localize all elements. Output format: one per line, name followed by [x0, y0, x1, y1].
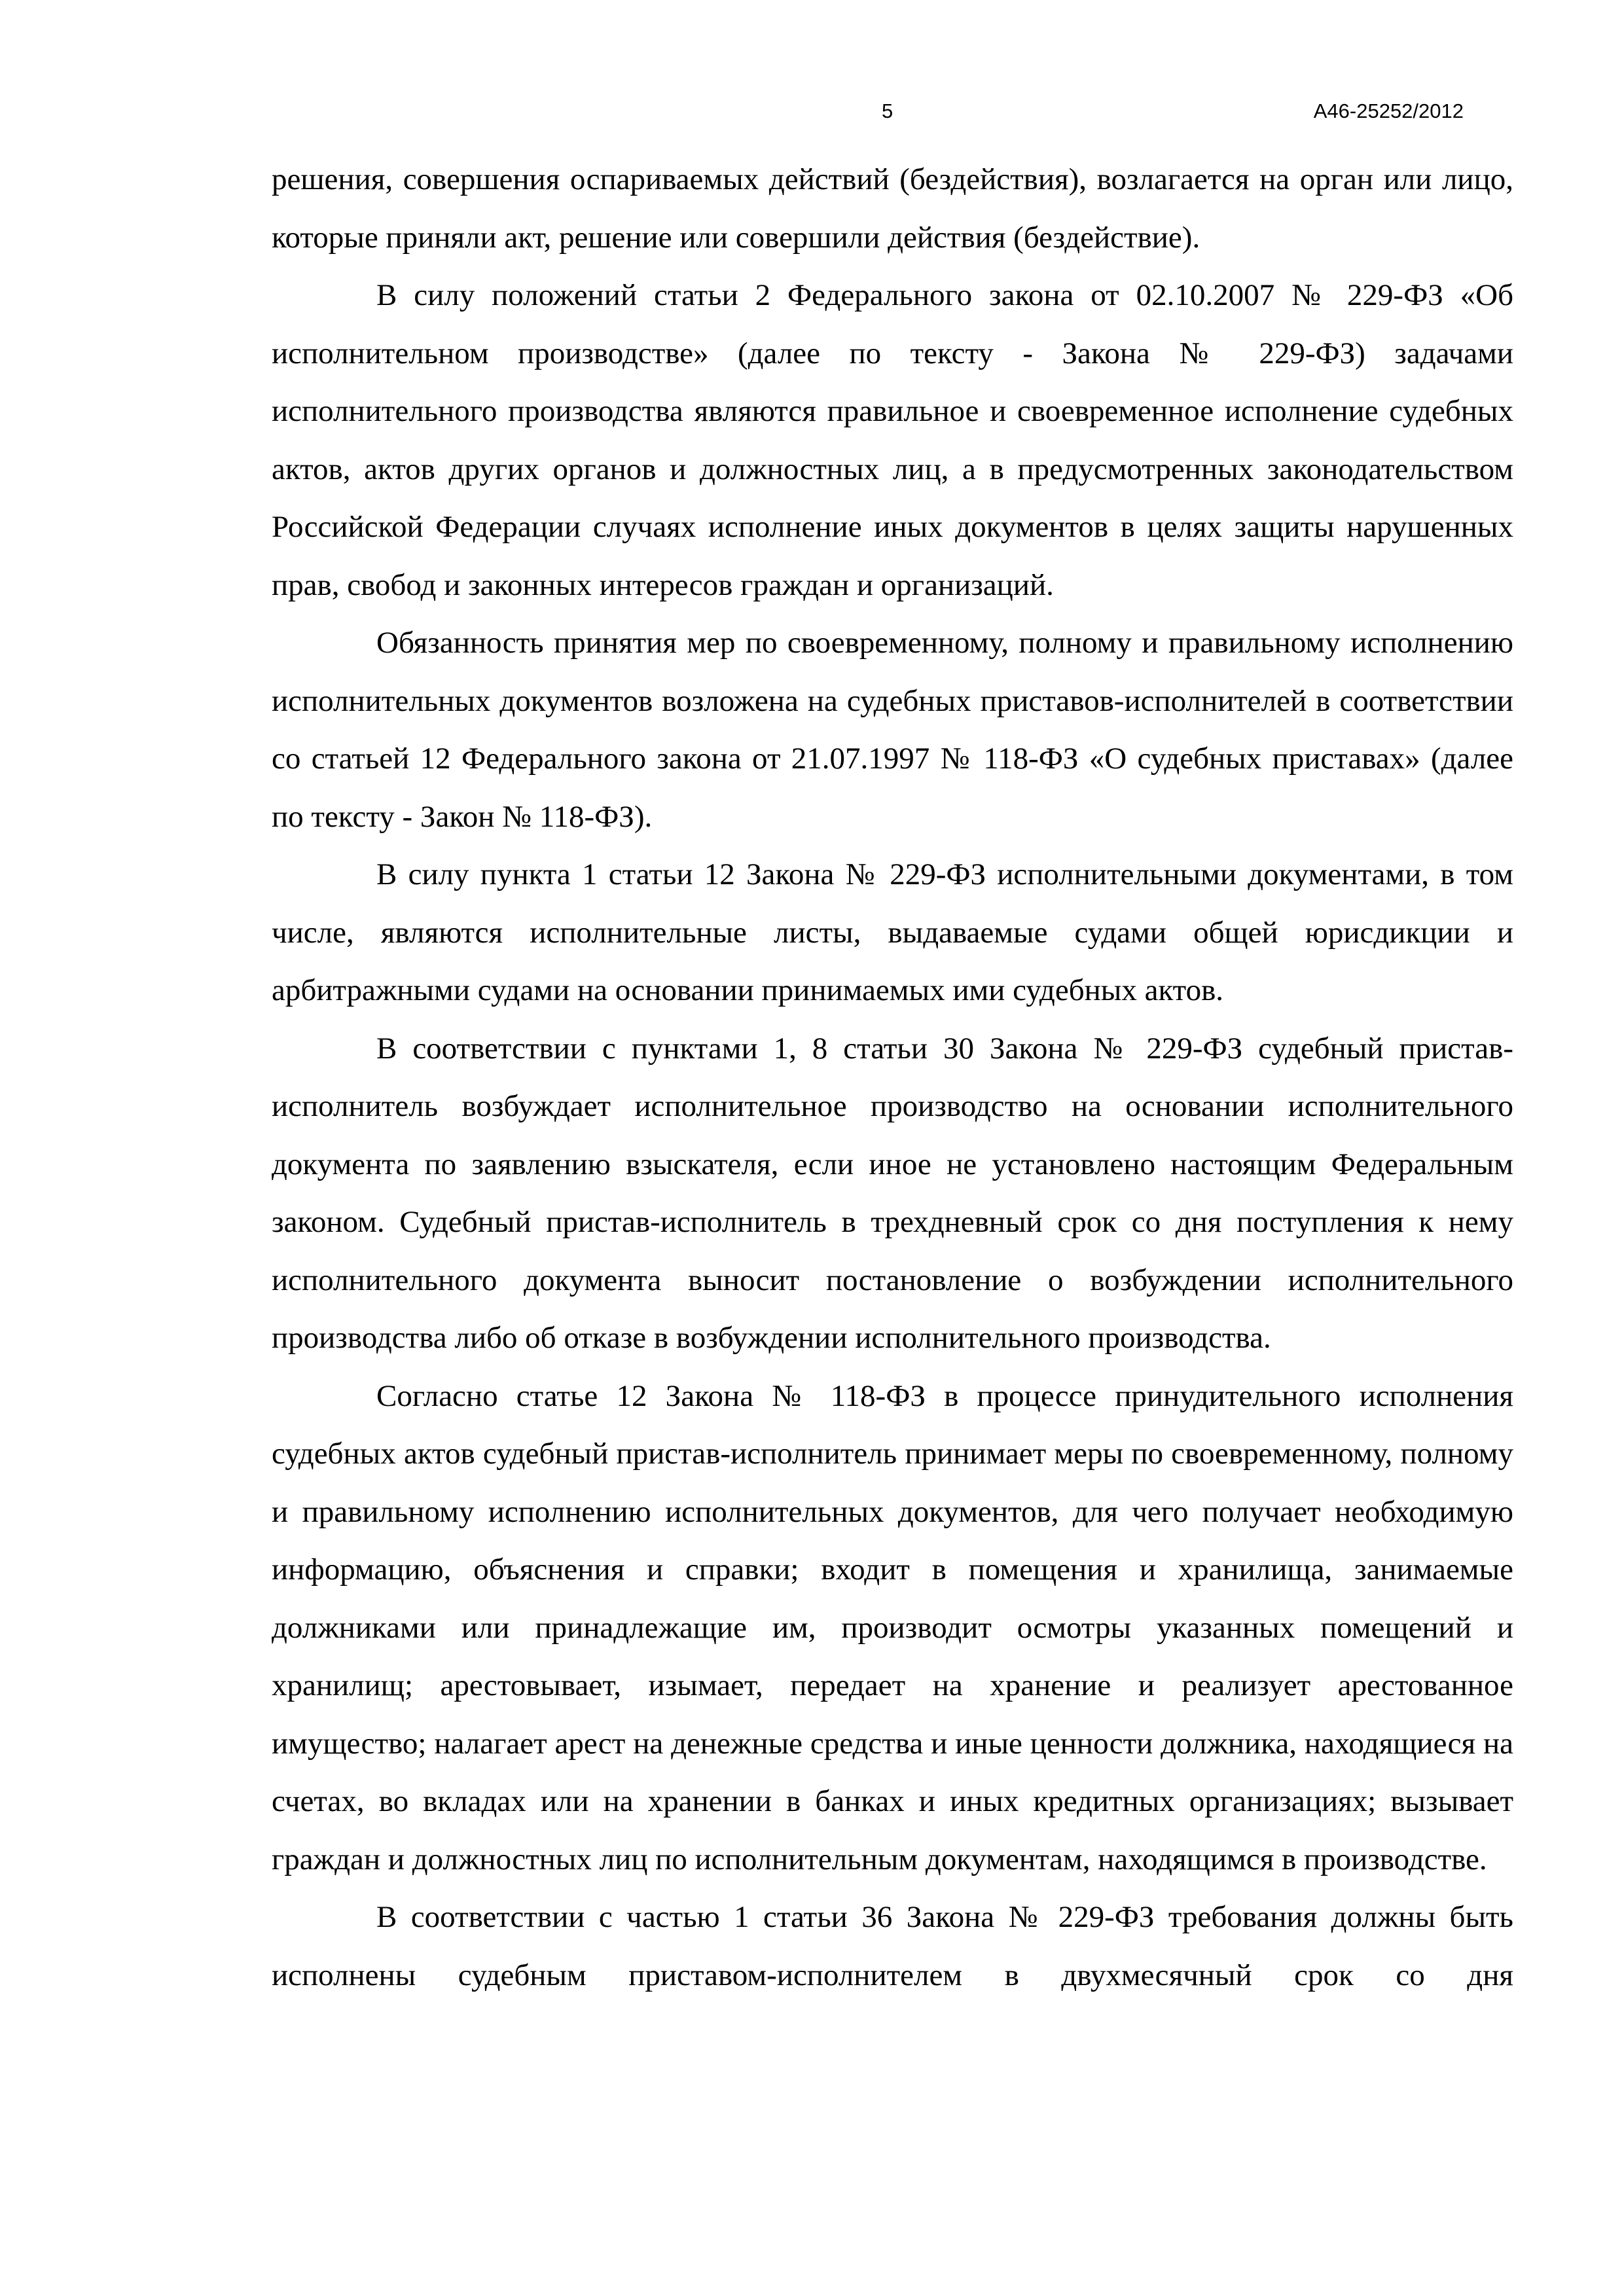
case-number: А46-25252/2012 [1313, 99, 1464, 122]
paragraph: В силу пункта 1 статьи 12 Закона № 229-ФЗ исполнительными документами, в том числе, являются исполнительные листы, выдаваемые судами общей юрисдикции и арбитражными судами на основании принимаемых ими судебных актов. [272, 857, 1513, 1007]
document-body [272, 151, 1513, 2004]
paragraph: В соответствии с пунктами 1, 8 статьи 30 Закона № 229-ФЗ судебный пристав-исполнитель возбуждает исполнительное производство на основании исполнительного документа по заявлению взыскателя, если иное не установлено настоящим Федеральным законом. Судебный пристав-исполнитель в трехдневный срок со дня поступления к нему исполнительного документа выносит постановление о возбуждении исполнительного производства либо об отказе в возбуждении исполнительного производства. [272, 1031, 1513, 1355]
page-header [0, 97, 1624, 126]
paragraph: Согласно статье 12 Закона № 118-ФЗ в процессе принудительного исполнения судебных актов судебный пристав-исполнитель принимает меры по своевременному, полному и правильному исполнению исполнительных документов, для чего получает необходимую информацию, объяснения и справки; входит в помещения и хранилища, занимаемые должниками или принадлежащие им, производит осмотры указанных помещений и хранилищ; арестовывает, изымает, передает на хранение и реализует арестованное имущество; налагает арест на денежные средства и иные ценности должника, находящиеся на счетах, во вкладах или на хранении в банках и иных кредитных организациях; вызывает граждан и должностных лиц по исполнительным документам, находящимся в производстве. [272, 1378, 1513, 1876]
paragraph: Обязанность принятия мер по своевременному, полному и правильному исполнению исполнительных документов возложена на судебных приставов-исполнителей в соответствии со статьей 12 Федерального закона от 21.07.1997 № 118-ФЗ «О судебных приставах» (далее по тексту - Закон № 118-ФЗ). [272, 626, 1513, 834]
paragraph-continuation: решения, совершения оспариваемых действий (бездействия), возлагается на орган или лицо, которые приняли акт, решение или совершили действия (бездействие). [272, 162, 1513, 255]
paragraph-truncated: В соответствии с частью 1 статьи 36 Закона № 229-ФЗ требования должны быть исполнены судебным приставом-исполнителем в двухмесячный срок со дня [272, 1900, 1513, 1992]
page-number: 5 [882, 99, 893, 122]
paragraph: В силу положений статьи 2 Федерального закона от 02.10.2007 № 229-ФЗ «Об исполнительном производстве» (далее по тексту - Закона № 229-ФЗ) задачами исполнительного производства являются правильное и своевременное исполнение судебных актов, актов других органов и должностных лиц, а в предусмотренных законодательством Российской Федерации случаях исполнение иных документов в целях защиты нарушенных прав, свобод и законных интересов граждан и организаций. [272, 278, 1513, 602]
